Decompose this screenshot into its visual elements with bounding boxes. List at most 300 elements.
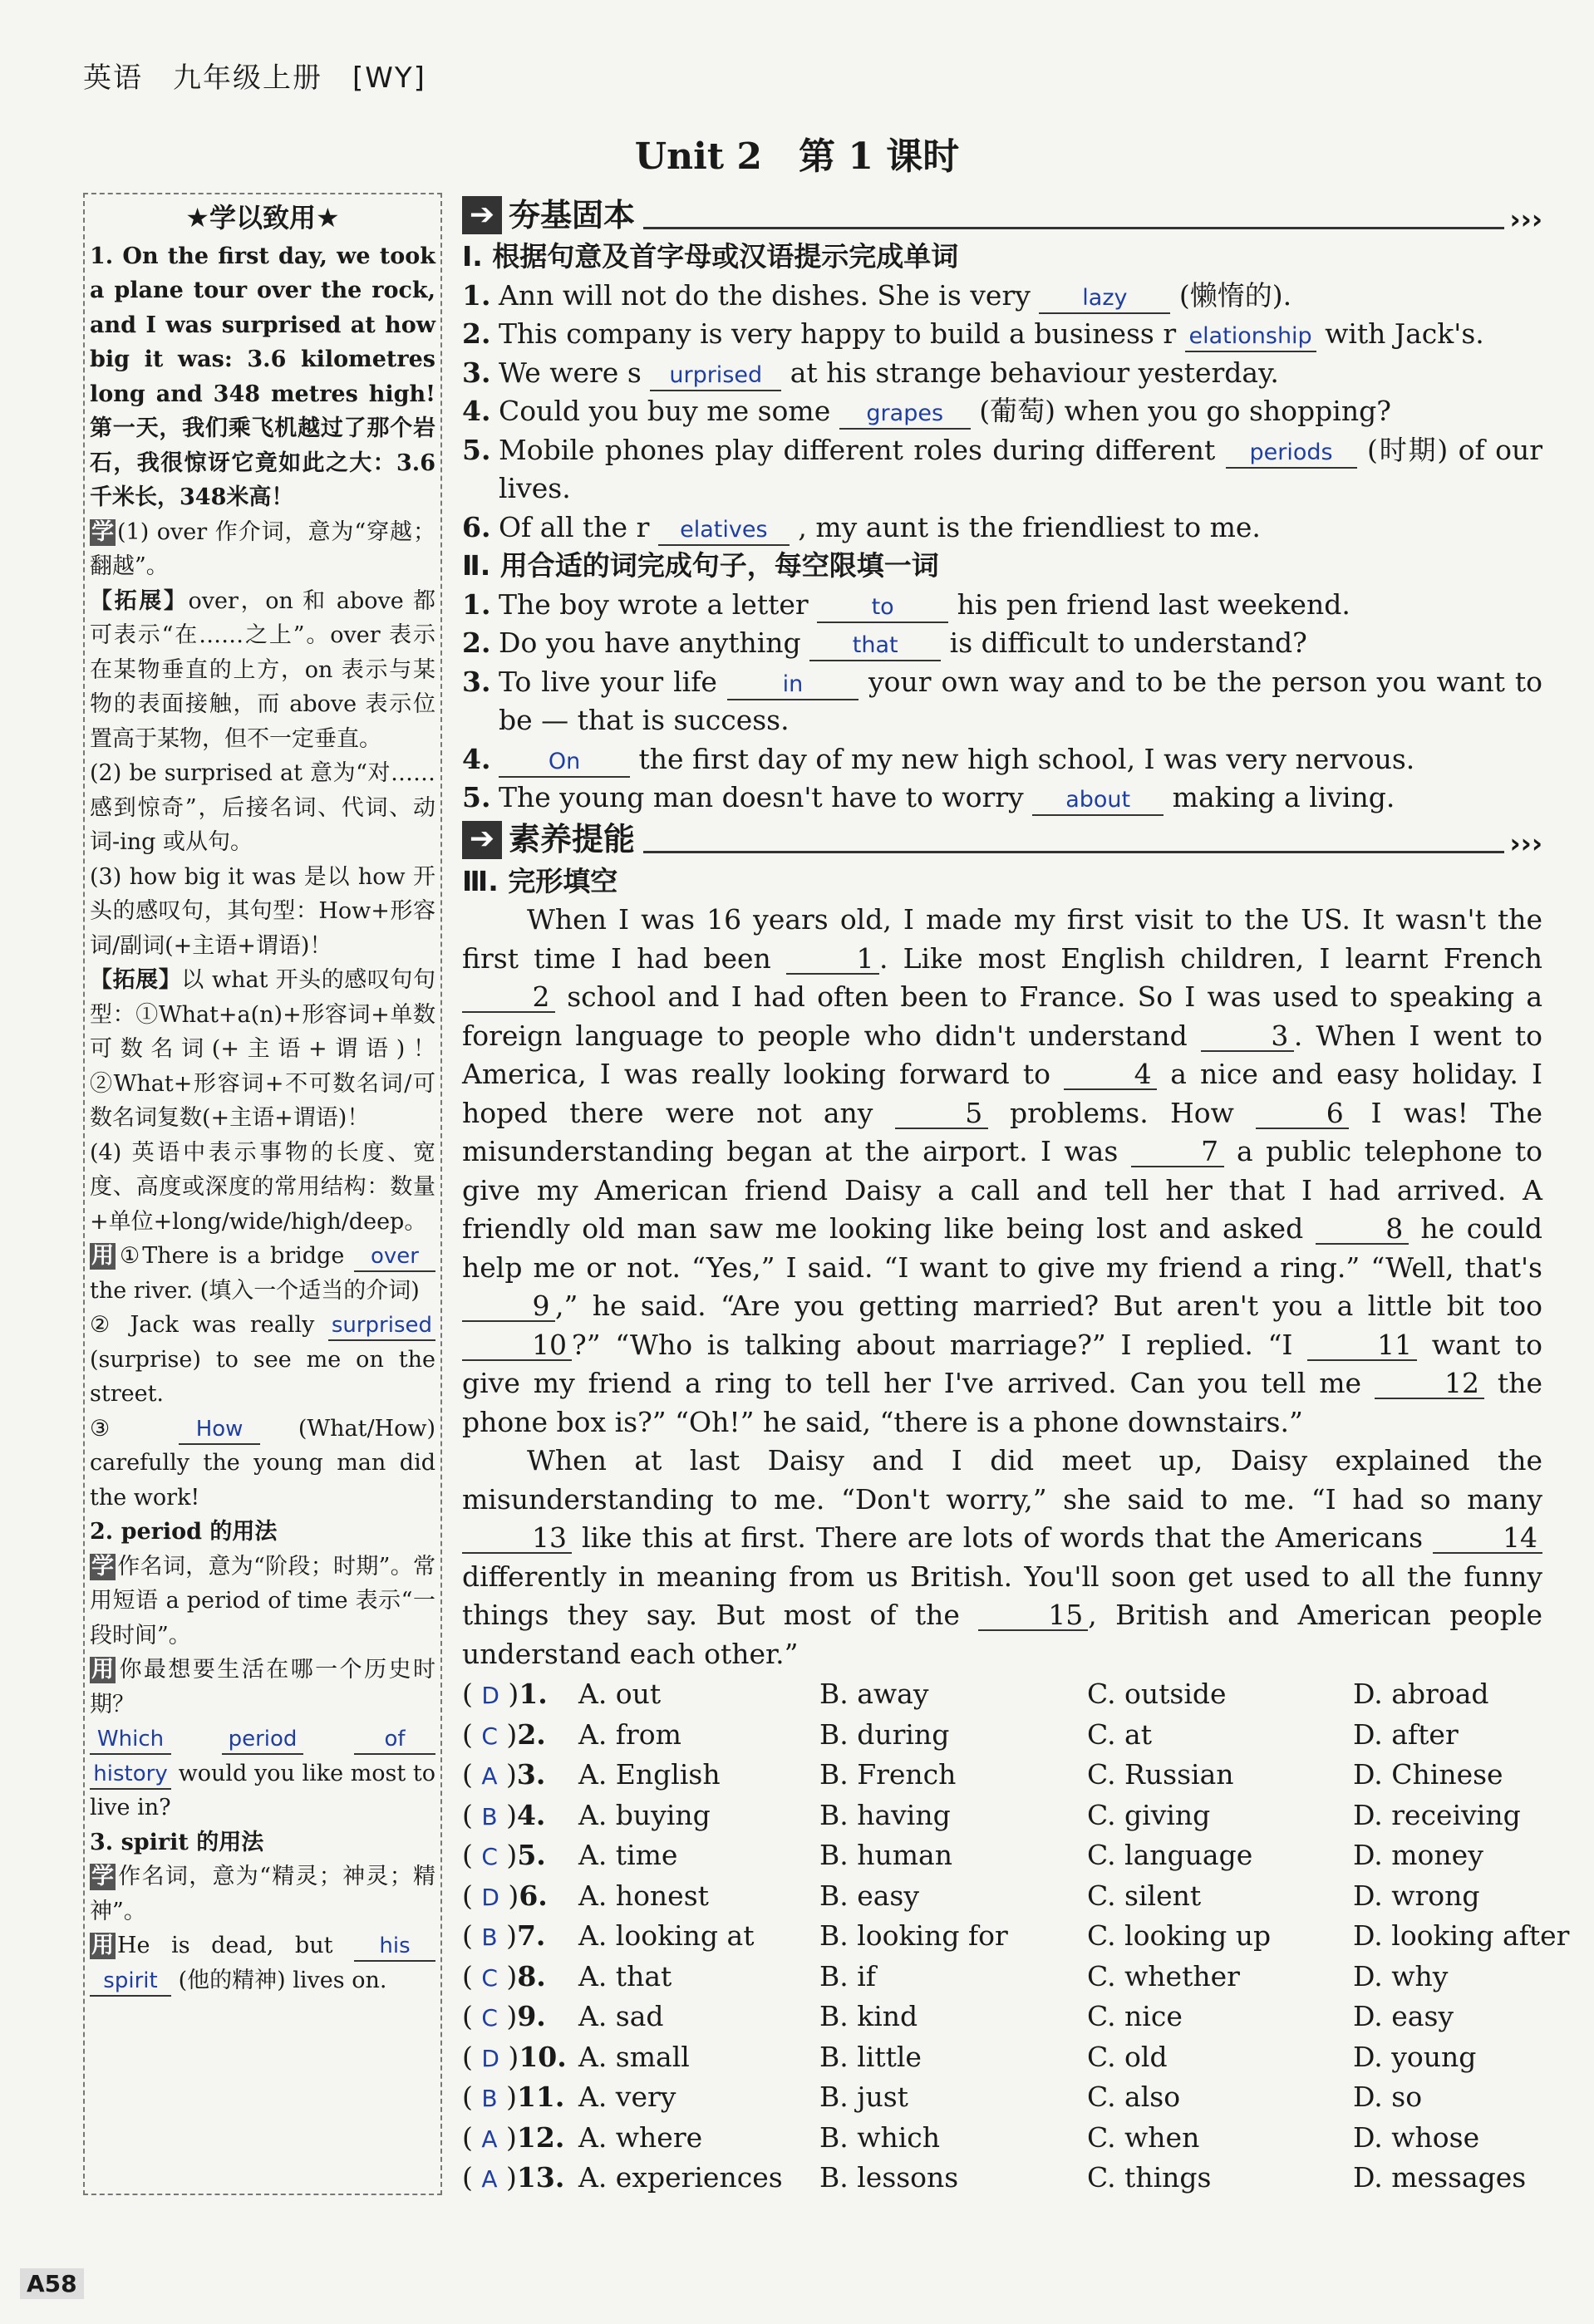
paren: ) <box>497 1758 517 1791</box>
question-number: 2. <box>462 317 491 350</box>
option-b: B. human <box>819 1839 952 1871</box>
main-content <box>462 193 1570 2199</box>
question-number: 5. <box>462 433 491 466</box>
option-row <box>462 1917 1570 1958</box>
question-number: 4. <box>462 742 491 775</box>
option-c: C. giving <box>1087 1798 1211 1831</box>
xue-tag: 学 <box>91 518 114 545</box>
option-a: A. out <box>578 1678 662 1710</box>
item-2-answer-2: period <box>222 1725 303 1755</box>
option-answer-cell <box>462 1716 578 1757</box>
sidebar-yong-2 <box>90 1308 435 1412</box>
option-c: C. whether <box>1087 1959 1240 1992</box>
question-post: with Jack's. <box>1316 317 1484 350</box>
sidebar-item-1 <box>90 239 435 515</box>
option-row <box>462 1716 1542 1757</box>
option-number: 3. <box>516 1758 546 1791</box>
option-a: A. very <box>578 2081 676 2113</box>
item-2-answer-3: of <box>354 1725 435 1755</box>
cloze-blank: 6 <box>1256 1099 1349 1129</box>
paren: ) <box>499 1879 519 1912</box>
option-number: 9. <box>517 2000 546 2032</box>
item-2-yong-text: 你最想要生活在哪一个历史时期？ <box>90 1657 435 1717</box>
cloze-text: When I was 16 years old, I made my first visit to the US. It wasn't the first time I had been <box>462 903 1542 975</box>
paren: ) <box>497 2081 517 2113</box>
yong-2-post: (surprise) to see me on the street. <box>90 1346 435 1407</box>
chosen-answer: B <box>481 1802 498 1830</box>
xue-tag: 学 <box>91 1864 114 1889</box>
option-d: D. whose <box>1353 2120 1480 2154</box>
option-a: A. where <box>578 2120 703 2154</box>
question-pre: The boy wrote a letter <box>499 587 818 621</box>
chosen-answer: B <box>481 1924 498 1951</box>
part-2-question <box>462 779 1542 818</box>
option-d: D. young <box>1353 2040 1477 2073</box>
paren: ( <box>462 2161 482 2194</box>
part-1-question <box>462 509 1542 548</box>
cloze-blank: 11 <box>1307 1331 1417 1361</box>
item-2-xue-text: 作名词，意为“阶段；时期”。常用短语 a period of time 表示“一段时间”。 <box>90 1553 435 1648</box>
yong-1-post: the river. (填入一个适当的介词) <box>90 1277 420 1304</box>
sidebar-item-3-yong <box>90 1928 435 1997</box>
item-2-answer-1: Which <box>90 1725 171 1755</box>
cloze-blank: 12 <box>1375 1369 1484 1399</box>
tuozhan-1-text: over，on 和 above 都可表示“在……之上”。over 表示在某物垂直的上方，on 表示与某物的表面接触，而 above 表示位置高于某物，但不一定垂直。 <box>90 587 436 752</box>
option-number: 6. <box>519 1879 548 1912</box>
question-post: his pen friend last weekend. <box>948 587 1350 621</box>
sidebar-tuozhan-2 <box>90 963 435 1136</box>
option-a: A. looking at <box>578 1919 755 1952</box>
sidebar-item-2-title: 2. period 的用法 <box>90 1519 278 1545</box>
arrow-icon: ➔ <box>462 821 502 859</box>
cloze-text: I was! The misunderstanding began at the airport. I was <box>462 1096 1542 1167</box>
option-row <box>462 1675 1542 1716</box>
option-row <box>462 2119 1542 2159</box>
part-2-title: Ⅱ. 用合适的词完成句子，每空限填一词 <box>462 549 939 582</box>
yong-3-answer: How <box>179 1415 260 1445</box>
question-number: 2. <box>462 626 491 659</box>
option-a: A. English <box>578 1758 721 1791</box>
sidebar-xue-4: (4) 英语中表示事物的长度、宽度、高度或深度的常用结构：数量+单位+long/wide/high/deep。 <box>90 1139 435 1235</box>
section-1-title: 夯基固本 <box>509 196 636 233</box>
cloze-blank: 8 <box>1316 1215 1409 1245</box>
option-row <box>462 1877 1542 1918</box>
book-header: 英语 九年级上册 [WY] <box>83 61 426 95</box>
question-number: 3. <box>462 356 491 389</box>
question-text <box>499 431 1542 509</box>
question-pre: Of all the r <box>499 510 658 543</box>
part-1-title: Ⅰ. 根据句意及首字母或汉语提示完成单词 <box>462 240 959 273</box>
part-2-question <box>462 740 1542 779</box>
tuozhan-label: 【拓展】 <box>90 967 182 993</box>
question-pre: Do you have anything <box>499 626 810 659</box>
question-post: is difficult to understand? <box>941 626 1307 659</box>
option-a: A. from <box>578 1717 681 1751</box>
question-text <box>499 740 1542 779</box>
cloze-text: want to give my friend a ring to tell her I've arrived. Can you tell me <box>462 1328 1542 1399</box>
option-a: A. that <box>578 1959 672 1992</box>
item-2-post: would you like most to live in? <box>90 1760 435 1820</box>
answer-blank: elatives <box>658 516 790 546</box>
paren: ( <box>462 1839 482 1871</box>
option-number: 8. <box>517 1959 546 1992</box>
option-d: D. Chinese <box>1353 1758 1503 1791</box>
item-3-answer-2: spirit <box>90 1967 171 1997</box>
option-c: C. Russian <box>1087 1758 1234 1791</box>
question-text <box>499 624 1542 663</box>
option-d: D. money <box>1353 1839 1483 1871</box>
sidebar-item-1-num: 1. <box>90 243 114 269</box>
sidebar-yong-1 <box>90 1239 435 1308</box>
chosen-answer: C <box>481 1843 498 1870</box>
chosen-answer: A <box>481 1762 498 1790</box>
option-d: D. abroad <box>1353 1678 1489 1710</box>
option-row <box>462 1997 1542 2038</box>
sidebar-xue-3: (3) how big it was 是以 how 开头的感叹句，其句型：How+形容词/副词(+主语+谓语)！ <box>90 863 435 959</box>
section-divider <box>643 227 1504 229</box>
option-c: C. language <box>1087 1839 1253 1871</box>
option-c: C. at <box>1087 1717 1152 1751</box>
option-c: C. old <box>1087 2040 1168 2073</box>
option-b: B. easy <box>819 1879 920 1912</box>
part-1-question <box>462 392 1542 431</box>
chosen-answer: A <box>481 2125 498 2153</box>
chosen-answer: B <box>481 2085 498 2112</box>
option-answer-cell <box>462 1877 578 1918</box>
item-3-xue-text: 作名词，意为“精灵；神灵；精神”。 <box>90 1864 435 1924</box>
option-row <box>462 1958 1542 1998</box>
part-3-title: Ⅲ. 完形填空 <box>462 864 618 897</box>
paren: ) <box>499 1678 519 1710</box>
option-b: B. having <box>819 1798 951 1831</box>
chosen-answer: C <box>481 2004 498 2032</box>
option-answer-cell <box>462 2038 578 2079</box>
option-a: A. sad <box>578 2000 664 2032</box>
option-b: B. kind <box>819 2000 918 2032</box>
question-pre: We were s <box>499 356 651 389</box>
question-text <box>499 277 1542 316</box>
answer-blank: grapes <box>839 400 971 430</box>
paren: ( <box>462 1678 482 1710</box>
part-2-question <box>462 663 1542 740</box>
paren: ) <box>499 2040 519 2073</box>
cloze-text: ,” he said. “Are you getting married? But aren't you a little bit too <box>555 1290 1542 1322</box>
cloze-blank: 1 <box>786 945 879 975</box>
question-text <box>499 354 1542 393</box>
option-b: B. away <box>819 1678 929 1710</box>
option-answer-cell <box>462 2078 578 2119</box>
part-1-question <box>462 277 1542 316</box>
chosen-answer: D <box>481 1682 499 1709</box>
question-post: making a living. <box>1164 781 1395 813</box>
option-a: A. time <box>578 1839 678 1871</box>
question-pre: This company is very happy to build a business r <box>499 317 1185 350</box>
question-post: the first day of my new high school, I was very nervous. <box>630 742 1415 775</box>
option-b: B. French <box>819 1758 957 1791</box>
sidebar-notes <box>83 193 442 2195</box>
part-1-question <box>462 315 1542 354</box>
section-divider <box>643 851 1504 853</box>
question-post: at his strange behaviour yesterday. <box>781 356 1279 389</box>
cloze-text: a nice and easy holiday. I hoped there were not any <box>462 1058 1542 1129</box>
option-number: 10. <box>519 2040 567 2073</box>
sidebar-heading: ★学以致用★ <box>185 202 340 233</box>
cloze-options <box>462 1675 1570 2199</box>
section-2-header <box>462 818 1542 862</box>
option-row <box>462 2038 1542 2079</box>
option-d: D. after <box>1353 1717 1459 1751</box>
option-answer-cell <box>462 1958 578 1998</box>
cloze-text: he could help me or not. “Yes,” I said. “I want to give my friend a ring.” “Well, that's <box>462 1212 1542 1284</box>
option-row <box>462 1756 1542 1796</box>
yong-tag: 用 <box>91 1243 114 1269</box>
cloze-blank: 14 <box>1433 1524 1542 1554</box>
yong-1-answer: over <box>354 1242 435 1272</box>
option-c: C. things <box>1087 2161 1212 2194</box>
sidebar-item-2-yong <box>90 1653 435 1722</box>
question-pre: Ann will not do the dishes. She is very <box>499 278 1040 312</box>
cloze-text: like this at first. There are lots of words that the Americans <box>572 1521 1433 1554</box>
arrow-icon: ➔ <box>462 196 502 234</box>
paren: ) <box>497 1798 517 1831</box>
sidebar-xue-1 <box>90 515 435 584</box>
paren: ) <box>497 2161 517 2194</box>
cloze-text: problems. How <box>987 1096 1257 1129</box>
answer-blank: about <box>1032 786 1164 816</box>
option-number: 13. <box>516 2161 565 2194</box>
cloze-blank: 7 <box>1131 1137 1224 1167</box>
cloze-blank: 10 <box>462 1331 572 1361</box>
sidebar-tuozhan-1 <box>90 584 435 757</box>
option-a: A. buying <box>578 1798 711 1831</box>
triple-chevron-icon: ››› <box>1509 828 1542 860</box>
cloze-text: the phone box is?” “Oh!” he said, “there is a phone downstairs.” <box>462 1367 1542 1438</box>
option-row <box>462 2159 1542 2199</box>
paren: ( <box>462 1959 482 1992</box>
question-number: 5. <box>462 781 491 813</box>
yong-1-pre: ①There is a bridge <box>117 1243 345 1269</box>
question-post: (时期) of our lives. <box>499 433 1543 504</box>
item-3-hint: (他的精神) <box>178 1967 286 1993</box>
option-row <box>462 1796 1542 1837</box>
part-2-question <box>462 586 1542 625</box>
cloze-blank: 5 <box>895 1099 988 1129</box>
cloze-text: school and I had often been to France. So I was used to speaking a foreign language to people who didn't understand <box>462 980 1542 1052</box>
item-2-answer-4: history <box>90 1760 171 1790</box>
option-b: B. looking for <box>819 1919 1008 1952</box>
paren: ) <box>497 2000 518 2032</box>
triple-chevron-icon: ››› <box>1509 203 1542 235</box>
sidebar-yong-3 <box>90 1412 435 1516</box>
yong-2-pre: ② Jack was really <box>90 1312 315 1338</box>
sidebar-item-2-answer <box>90 1722 435 1825</box>
option-b: B. lessons <box>819 2161 959 2194</box>
cloze-text: . Like most English children, I learnt French <box>878 941 1543 975</box>
option-answer-cell <box>462 1756 578 1796</box>
option-d: D. why <box>1353 1959 1449 1992</box>
question-pre: Could you buy me some <box>499 395 839 427</box>
option-a: A. experiences <box>578 2161 783 2194</box>
sidebar-item-1-text: On the first day, we took a plane tour over the rock, and I was surprised at how big it was: 3.6 kilometres long and 348 metres high! 第一天，我们乘飞机越过了那个岩石，我很惊讶它竟如此之大：3.6千米长，348米高！ <box>90 243 436 510</box>
paren: ( <box>462 1879 482 1912</box>
cloze-blank: 13 <box>462 1524 572 1554</box>
option-c: C. nice <box>1087 2000 1183 2032</box>
sidebar-xue-1-text: (1) over 作介词，意为“穿越；翻越”。 <box>90 518 435 579</box>
answer-blank: elationship <box>1185 322 1316 352</box>
cloze-blank: 4 <box>1064 1060 1157 1090</box>
cloze-paragraph-1 <box>462 901 1542 1442</box>
question-pre: To live your life <box>499 665 727 698</box>
question-text <box>499 392 1542 431</box>
option-a: A. small <box>578 2040 690 2073</box>
cloze-blank: 2 <box>462 983 555 1013</box>
part-1-question <box>462 354 1542 393</box>
answer-blank: lazy <box>1039 284 1170 314</box>
chosen-answer: A <box>481 2165 498 2193</box>
yong-3-pre: ③ <box>90 1415 141 1442</box>
question-pre: Mobile phones play different roles during different <box>499 433 1226 466</box>
cloze-text: . When I went to America, I was really looking forward to <box>462 1019 1543 1090</box>
option-a: A. honest <box>578 1879 709 1912</box>
option-number: 2. <box>517 1717 546 1751</box>
question-number: 3. <box>462 665 491 698</box>
option-d: D. wrong <box>1353 1879 1480 1912</box>
option-c: C. when <box>1087 2120 1200 2154</box>
option-answer-cell <box>462 1997 578 2038</box>
paren: ( <box>462 1758 482 1791</box>
question-text <box>499 663 1542 740</box>
cloze-text: ?” “Who is talking about marriage?” I replied. “I <box>572 1328 1308 1361</box>
cloze-blank: 9 <box>462 1292 555 1322</box>
question-number: 6. <box>462 510 491 543</box>
option-c: C. looking up <box>1087 1919 1272 1952</box>
option-answer-cell <box>462 1836 578 1877</box>
answer-blank: periods <box>1226 439 1357 469</box>
answer-blank: urprised <box>650 361 781 391</box>
option-b: B. little <box>819 2040 922 2073</box>
cloze-text: differently in meaning from us British. You'll soon get used to all the funny things they say. But most of the <box>462 1560 1542 1631</box>
option-d: D. messages <box>1353 2161 1527 2194</box>
part-1-list <box>462 277 1542 548</box>
question-post: your own way and to be the person you want to be — that is success. <box>499 665 1542 736</box>
question-text <box>499 779 1542 818</box>
paren: ( <box>462 2081 482 2113</box>
yong-tag: 用 <box>91 1933 114 1958</box>
option-b: B. just <box>819 2081 908 2113</box>
paren: ( <box>462 1919 482 1952</box>
page-number: A58 <box>20 2268 84 2299</box>
sidebar-item-3-title: 3. spirit 的用法 <box>90 1829 264 1855</box>
option-number: 4. <box>516 1798 546 1831</box>
option-answer-cell <box>462 2159 578 2199</box>
question-number: 1. <box>462 278 491 312</box>
question-pre: The young man doesn't have to worry <box>499 781 1033 813</box>
item-3-post: lives on. <box>293 1967 387 1993</box>
paren: ) <box>497 1919 517 1952</box>
part-2-list <box>462 586 1542 818</box>
option-b: B. if <box>819 1959 876 1992</box>
paren: ( <box>462 1798 482 1831</box>
option-answer-cell <box>462 2119 578 2159</box>
question-number: 4. <box>462 395 491 427</box>
answer-blank: that <box>809 631 941 661</box>
yong-tag: 用 <box>91 1657 114 1683</box>
option-answer-cell <box>462 1796 578 1837</box>
option-d: D. so <box>1353 2081 1423 2113</box>
answer-blank: On <box>499 748 630 778</box>
chosen-answer: D <box>481 2044 499 2072</box>
paren: ) <box>497 1959 518 1992</box>
paren: ) <box>497 1839 518 1871</box>
section-1-header <box>462 193 1542 238</box>
question-post: , my aunt is the friendliest to me. <box>789 510 1261 543</box>
cloze-blank: 3 <box>1201 1022 1294 1052</box>
yong-3-post: (What/How) carefully the young man did the work! <box>90 1415 435 1511</box>
answer-blank: in <box>727 671 858 700</box>
chosen-answer: D <box>481 1883 499 1911</box>
item-3-pre: He is dead, but <box>117 1933 333 1958</box>
answer-blank: to <box>817 593 948 623</box>
part-1-question <box>462 431 1542 509</box>
option-c: C. silent <box>1087 1879 1202 1912</box>
question-post: (葡萄) when you go shopping? <box>970 395 1391 427</box>
cloze-blank: 15 <box>978 1601 1088 1631</box>
option-number: 1. <box>519 1678 548 1710</box>
sidebar-xue-2: (2) be surprised at 意为“对……感到惊奇”，后接名词、代词、动词-ing 或从句。 <box>90 760 435 855</box>
option-b: B. during <box>819 1717 950 1751</box>
option-number: 12. <box>516 2120 565 2154</box>
sidebar-item-2-xue <box>90 1550 435 1653</box>
question-post: (懒惰的). <box>1170 278 1292 312</box>
paren: ( <box>462 1717 482 1751</box>
option-number: 11. <box>516 2081 565 2113</box>
option-d: D. easy <box>1353 2000 1454 2032</box>
option-answer-cell <box>462 1675 578 1716</box>
option-c: C. also <box>1087 2081 1181 2113</box>
section-2-title: 素养提能 <box>509 821 636 858</box>
option-d: D. receiving <box>1353 1798 1521 1831</box>
paren: ) <box>497 2120 517 2154</box>
question-text <box>499 586 1542 625</box>
xue-tag: 学 <box>91 1553 114 1580</box>
question-number: 1. <box>462 587 491 621</box>
option-row <box>462 2078 1542 2119</box>
cloze-paragraph-2 <box>462 1442 1542 1673</box>
option-answer-cell <box>462 1917 578 1958</box>
cloze-text: When at last Daisy and I did meet up, Daisy explained the misunderstanding to me. “Don't worry,” she said to me. “I had so many <box>462 1444 1542 1516</box>
cloze-text: a public telephone to give my American friend Daisy a call and tell her that I had arrived. A friendly old man saw me looking like being lost and asked <box>462 1135 1542 1245</box>
option-b: B. which <box>819 2120 941 2154</box>
option-d: D. looking after <box>1353 1919 1570 1952</box>
paren: ) <box>497 1717 518 1751</box>
tuozhan-2-text: 以 what 开头的感叹句句型：①What+a(n)+形容词+单数可数名词(+主语+谓语)！②What+形容词+不可数名词/可数名词复数(+主语+谓语)！ <box>90 967 435 1131</box>
page-title: Unit 2 第 1 课时 <box>634 135 960 178</box>
paren: ( <box>462 2040 482 2073</box>
paren: ( <box>462 2000 482 2032</box>
cloze-text: , British and American people understand each other.” <box>462 1599 1542 1670</box>
part-2-question <box>462 624 1542 663</box>
option-number: 7. <box>516 1919 546 1952</box>
question-text <box>499 509 1542 548</box>
sidebar-item-3-xue <box>90 1860 435 1928</box>
yong-2-answer: surprised <box>328 1311 435 1341</box>
option-row <box>462 1836 1542 1877</box>
chosen-answer: C <box>481 1963 498 1992</box>
item-3-answer-1: his <box>354 1932 435 1962</box>
tuozhan-label: 【拓展】 <box>90 587 189 614</box>
paren: ( <box>462 2120 482 2154</box>
option-c: C. outside <box>1087 1678 1227 1710</box>
